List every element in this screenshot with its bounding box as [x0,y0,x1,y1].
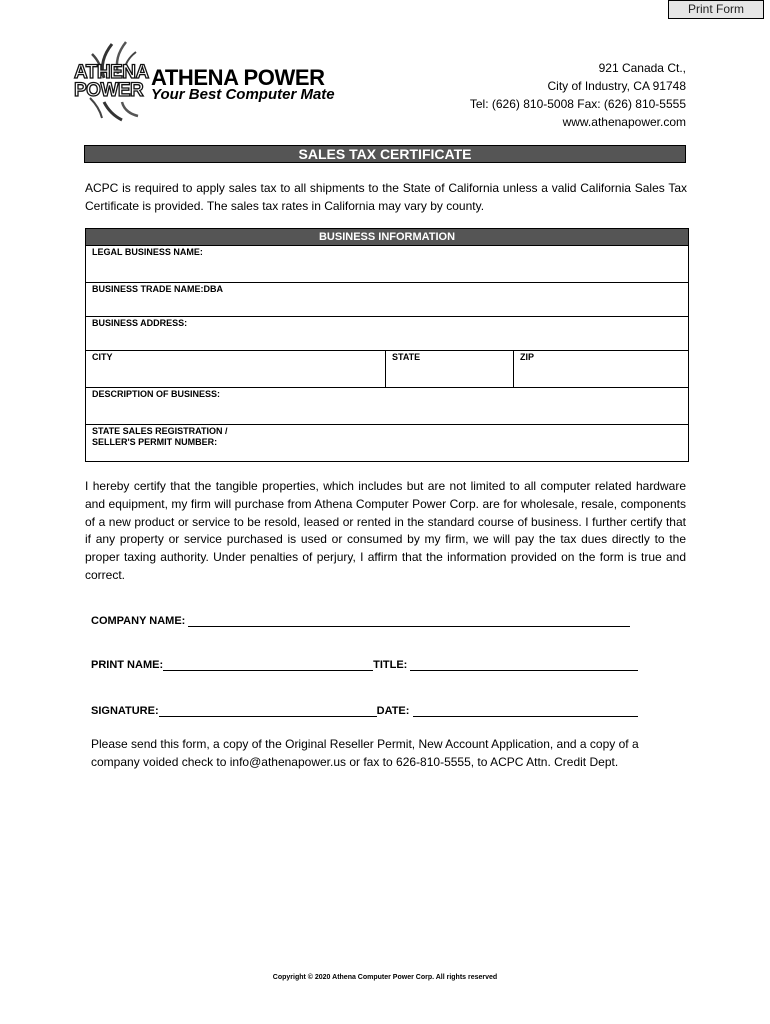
address-phone-fax: Tel: (626) 810-5008 Fax: (626) 810-5555 [469,97,686,111]
date-input[interactable] [413,704,638,717]
registration-label-line2: SELLER'S PERMIT NUMBER: [92,437,218,447]
registration-label-line1: STATE SALES REGISTRATION / [92,426,228,436]
business-address-field[interactable] [86,317,689,351]
seller-permit-field[interactable] [86,425,689,462]
title-label: TITLE: [373,659,408,671]
company-name-label: COMPANY NAME: [91,615,186,627]
print-name-row [91,658,638,671]
certification-paragraph: I hereby certify that the tangible properties, which includes but are not limited to all computer related hardware and equipment, my firm will purchase from Athena Computer Power Corp. are for wholesale, resale, components of a new product or service to be resold, leased or rented in the standard course of business. I further certify that if any property or service purchased is used or consumed by my firm, we will pay the tax dues directly to the proper taxing authority. Under penalties of perjury, I affirm that the information provided on the form is true and correct. [85,479,686,582]
company-name-input[interactable] [188,614,630,627]
business-info-header: BUSINESS INFORMATION [86,229,689,246]
address-website: www.athenapower.com [562,115,686,129]
zip-field[interactable] [514,351,689,388]
print-name-input[interactable] [163,658,373,671]
logo-wordmark [74,64,152,104]
state-field[interactable] [386,351,514,388]
description-field[interactable] [86,388,689,425]
business-address-label: BUSINESS ADDRESS: [92,318,188,328]
city-field[interactable] [86,351,386,388]
address-street: 921 Canada Ct., [598,61,686,75]
athena-power-logo [74,40,334,122]
company-address [470,59,686,131]
state-label: STATE [392,352,421,362]
send-instructions: Please send this form, a copy of the Original Reseller Permit, New Account Application, and a copy of a company voided check to info@athenapower.us or fax to 626-810-5555, to ACPC Attn. Credit Dept. [91,737,639,769]
description-label: DESCRIPTION OF BUSINESS: [92,389,221,399]
signature-row [91,704,638,717]
company-name-row [91,614,630,627]
brand-tagline: Your Best Computer Mate [151,86,335,103]
trade-name-field[interactable] [86,283,689,317]
legal-business-name-field[interactable] [86,246,689,283]
print-form-button[interactable]: Print Form [668,0,764,19]
business-information-table [85,228,689,462]
logo-mark-line1: ATHENA [74,62,149,83]
title-input[interactable] [410,658,638,671]
zip-label: ZIP [520,352,535,362]
brand-name: ATHENA POWER [151,65,325,90]
trade-name-label: BUSINESS TRADE NAME:DBA [92,284,224,294]
address-city: City of Industry, CA 91748 [547,79,686,93]
intro-paragraph: ACPC is required to apply sales tax to all shipments to the State of California unless a valid California Sales Tax Certificate is provided. The sales tax rates in California may vary by county. [85,181,687,213]
legal-business-name-label: LEGAL BUSINESS NAME: [92,247,203,257]
city-label: CITY [92,352,113,362]
signature-input[interactable] [159,704,377,717]
signature-label: SIGNATURE: [91,705,159,717]
page-title: SALES TAX CERTIFICATE [84,145,686,163]
logo-mark-line2: POWER [74,80,144,101]
copyright-notice: Copyright © 2020 Athena Computer Power Corp. All rights reserved [272,974,498,981]
print-name-label: PRINT NAME: [91,659,164,671]
date-label: DATE: [376,705,410,717]
